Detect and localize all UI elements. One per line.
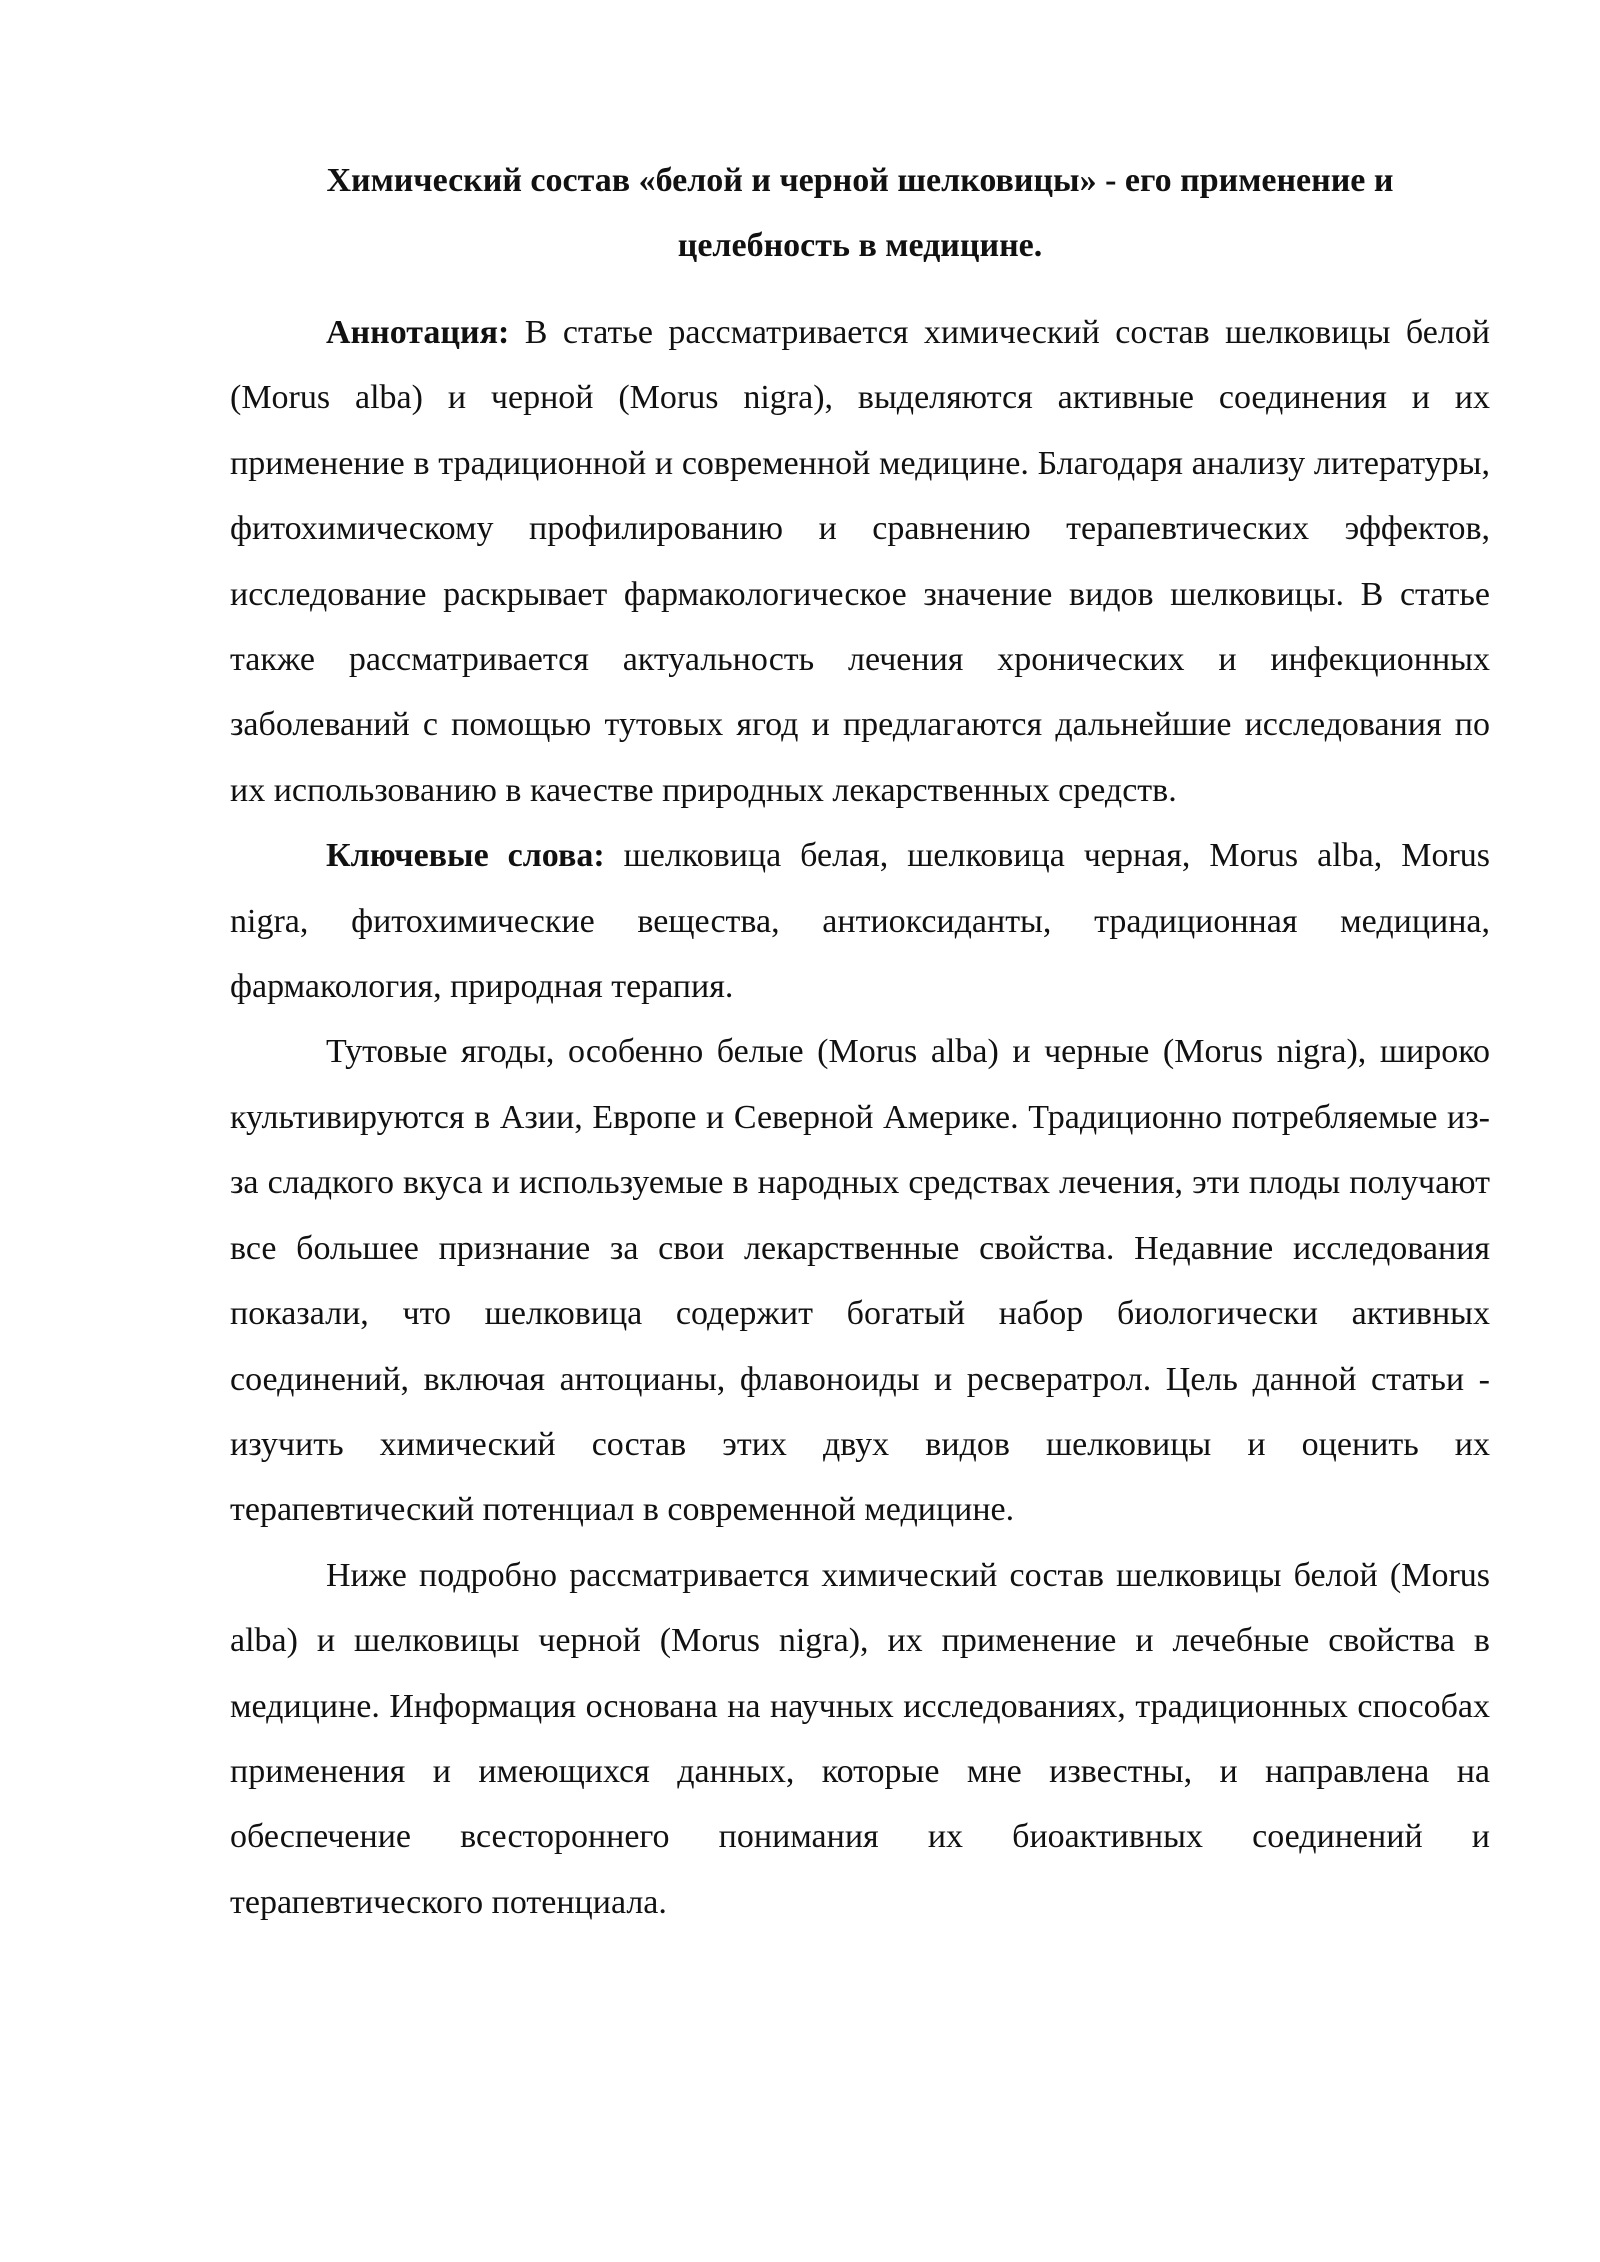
title-line-2: целебность в медицине. [677,227,1043,264]
annotation-text: В статье рассматривается химический состав шелковицы белой (Morus alba) и черной (Morus nigra), выделяются активные соединения и их применение в традиционной и современной медицине. Благодаря анализу литературы, фитохимическому профилированию и сравнению терапевтических эффектов, исследование раскрывает фармакологическое значение видов шелковицы. В статье также рассматривается актуальность лечения хронических и инфекционных заболеваний с помощью тутовых ягод и предлагаются дальнейшие исследования по их использованию в качестве природных лекарственных средств. [230,314,1490,809]
title-line-1: Химический состав «белой и черной шелковицы» - его применение и [326,162,1394,199]
document-page [230,148,1490,1935]
annotation-paragraph [230,300,1490,823]
keywords-paragraph [230,823,1490,1019]
annotation-label: Аннотация: [326,314,510,351]
body-paragraph-1: Тутовые ягоды, особенно белые (Morus alba) и черные (Morus nigra), широко культивируются в Азии, Европе и Северной Америке. Традиционно потребляемые из-за сладкого вкуса и используемые в народных средствах лечения, эти плоды получают все большее признание за свои лекарственные свойства. Недавние исследования показали, что шелковица содержит богатый набор биологически активных соединений, включая антоцианы, флавоноиды и ресвератрол. Цель данной статьи - изучить химический состав этих двух видов шелковицы и оценить их терапевтический потенциал в современной медицине. [230,1033,1490,1529]
keywords-text: шелковица белая, шелковица черная, Morus alba, Morus nigra, фитохимические вещества, антиоксиданты, традиционная медицина, фармакология, природная терапия. [230,837,1490,1006]
keywords-label: Ключевые слова: [326,837,605,875]
document-title [230,148,1490,278]
body-paragraph-2: Ниже подробно рассматривается химический состав шелковицы белой (Morus alba) и шелковицы черной (Morus nigra), их применение и лечебные свойства в медицине. Информация основана на научных исследованиях, традиционных способах применения и имеющихся данных, которые мне известны, и направлена на обеспечение всестороннего понимания их биоактивных соединений и терапевтического потенциала. [230,1556,1490,1921]
